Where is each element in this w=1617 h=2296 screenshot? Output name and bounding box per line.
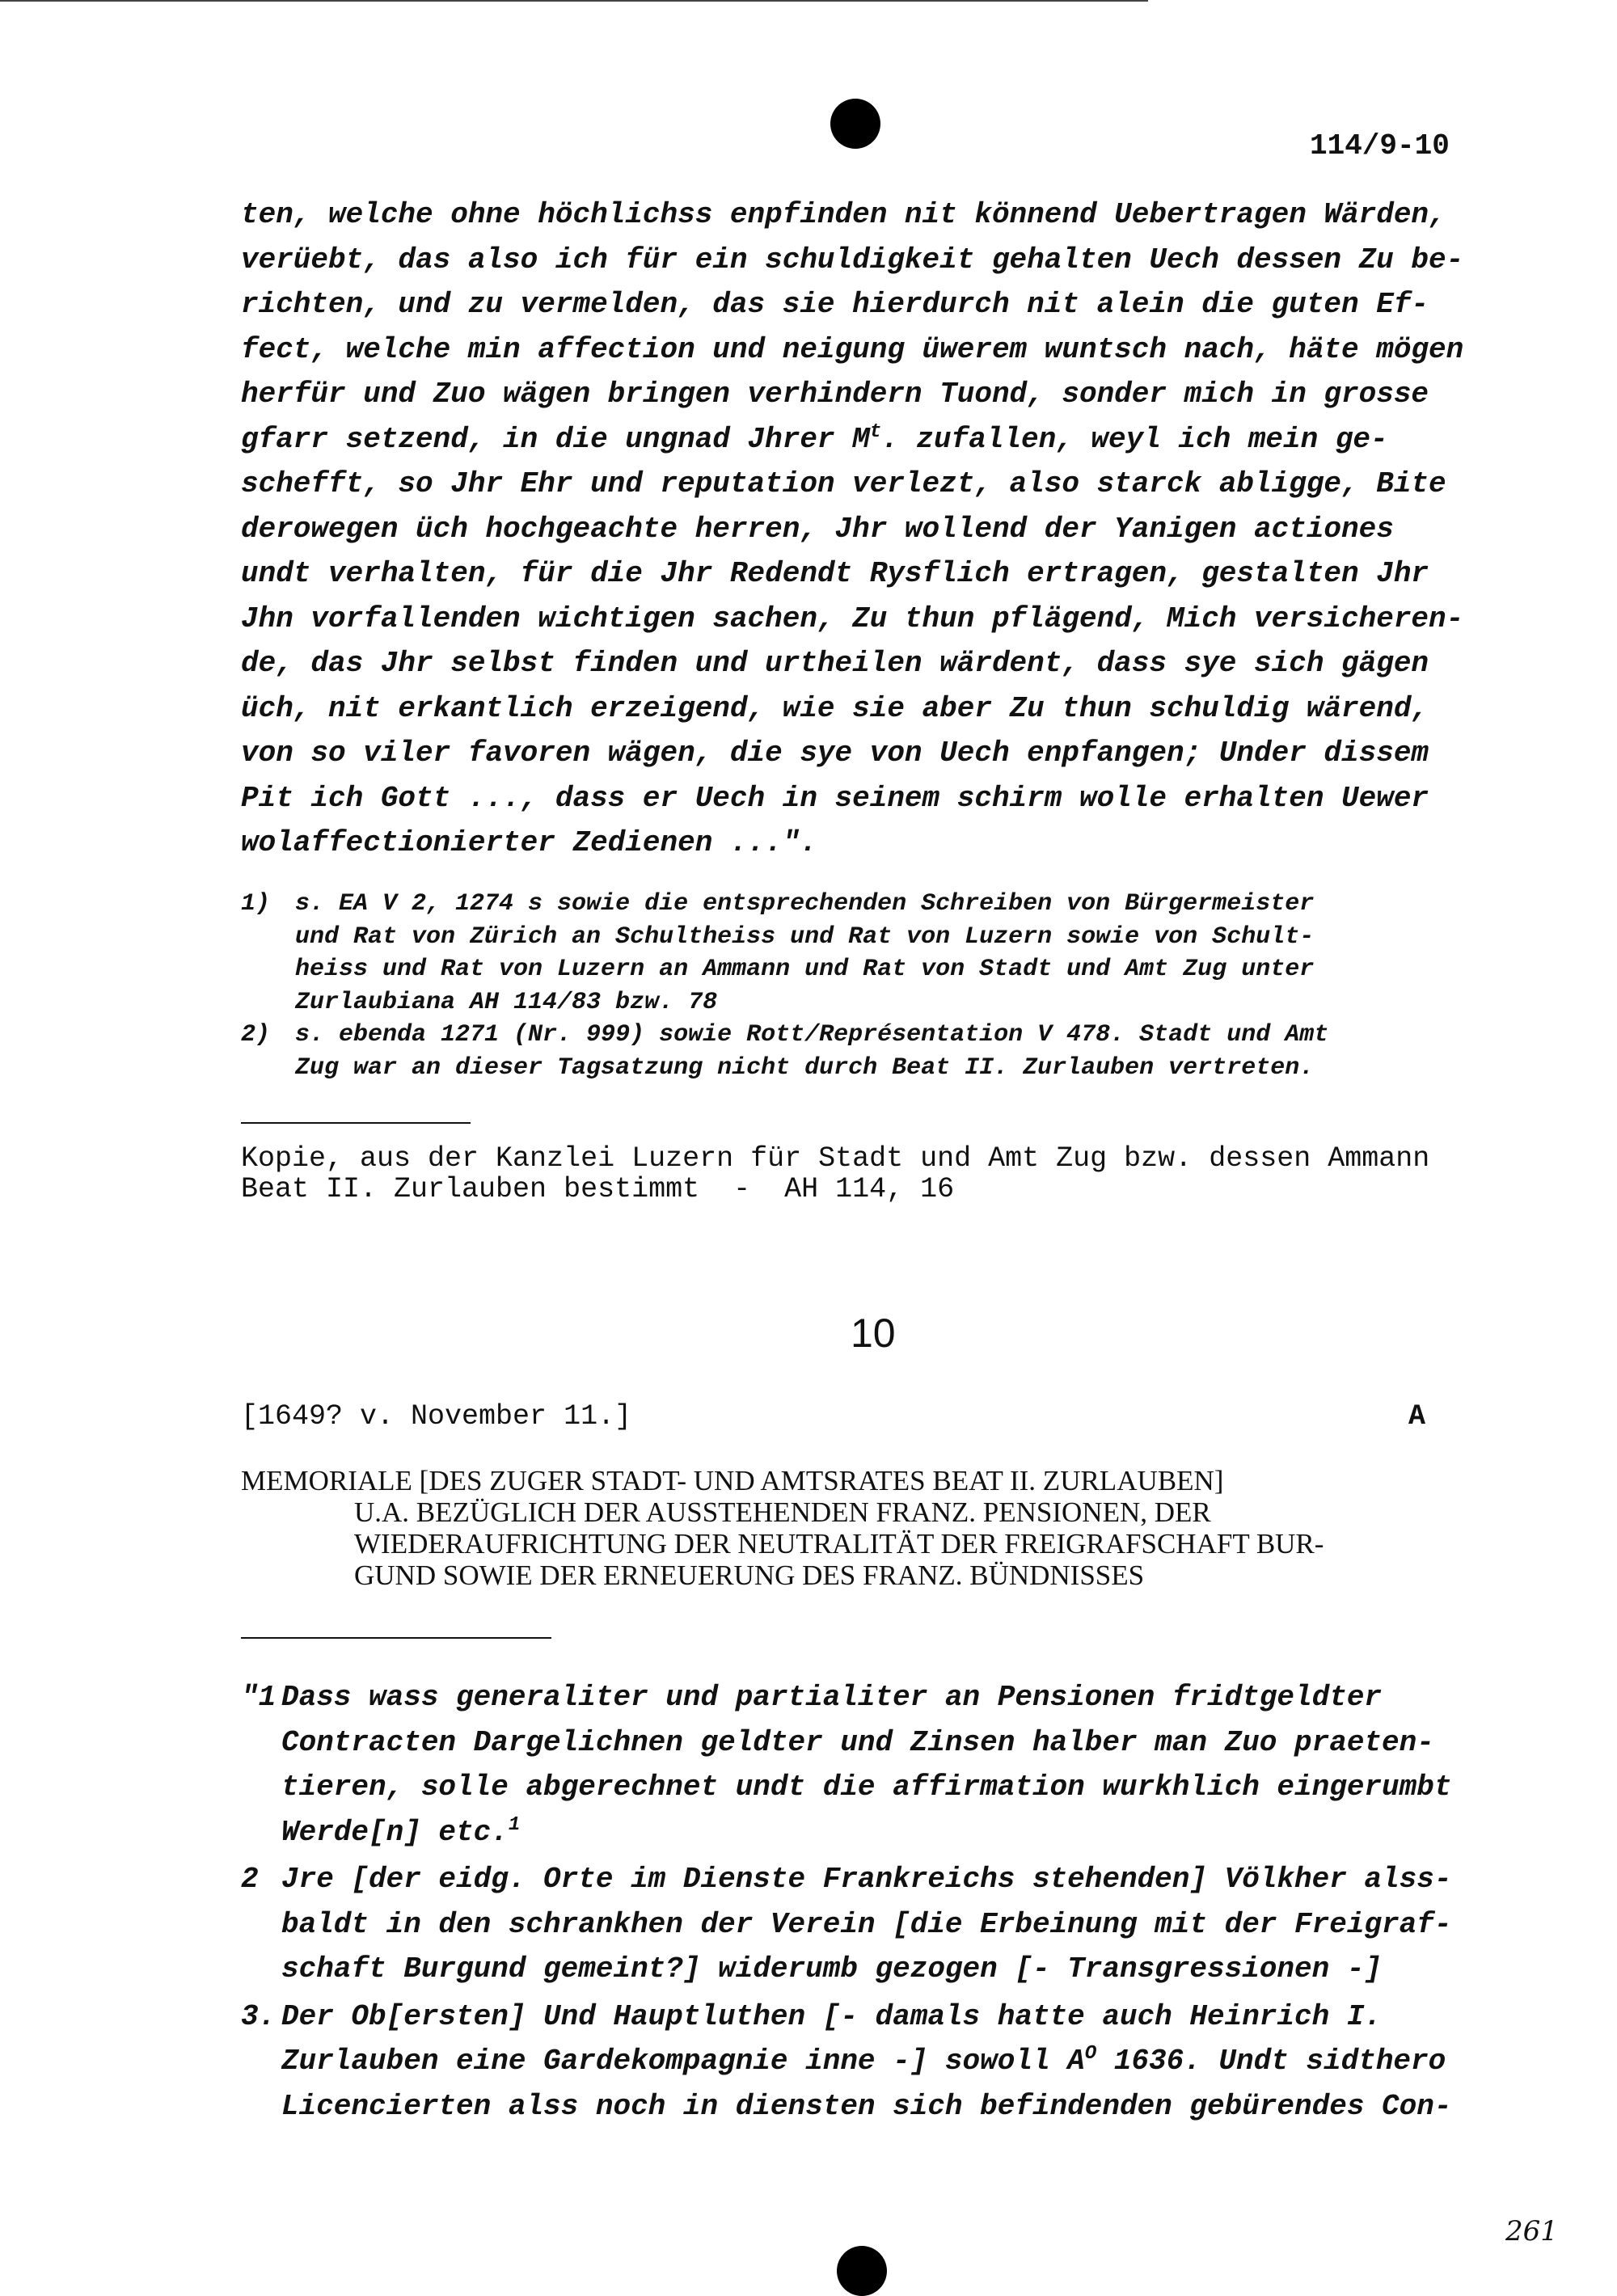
source-line: Beat II. Zurlauben bestimmt - AH 114, 16 <box>241 1173 955 1205</box>
body-line-part: . zufallen, weyl ich mein ge- <box>881 422 1388 456</box>
body-line <box>241 417 1470 462</box>
body-line: undt verhalten, für die Jhr Redendt Rysflich ertragen, gestalten Jhr <box>241 557 1429 590</box>
body-line: Jhn vorfallenden wichtigen sachen, Zu thun pflägend, Mich versicheren- <box>241 601 1464 635</box>
item-number: 3. <box>241 1999 277 2033</box>
item-number: "1 <box>241 1681 277 1714</box>
title-line: U.A. BEZÜGLICH DER AUSSTEHENDEN FRANZ. PENSIONEN, DER <box>354 1496 1211 1528</box>
body-line: üch, nit erkantlich erzeigend, wie sie aber Zu thun schuldig wärend, <box>241 691 1429 725</box>
footnote-line: s. ebenda 1271 (Nr. 999) sowie Rott/Représentation V 478. Stadt und Amt <box>295 1021 1329 1049</box>
item-line <box>281 2039 1470 2084</box>
body-line: ten, welche ohne höchlichss enpfinden nit könnend Uebertragen Wärden, <box>241 198 1446 231</box>
item-line-part: Zurlauben eine Gardekompagnie inne -] sowoll A <box>281 2045 1085 2078</box>
item-line: Dass wass generaliter und partialiter an Pensionen fridtgeldter <box>281 1681 1383 1714</box>
footnote-line: heiss und Rat von Luzern an Ammann und Rat von Stadt und Amt Zug unter <box>295 956 1315 983</box>
document-letter: A <box>1408 1400 1426 1433</box>
footnote <box>241 888 1470 1019</box>
handwritten-page-number: 261 <box>1505 2215 1558 2247</box>
item-line: baldt in den schrankhen der Verein [die Erbeinung mit der Freigraf- <box>281 1907 1452 1941</box>
body-line: fect, welche min affection und neigung üwerem wuntsch nach, häte mögen <box>241 332 1464 366</box>
item-line: Jre [der eidg. Orte im Dienste Frankreichs stehenden] Völkher alss- <box>281 1863 1452 1896</box>
body-line: richten, und zu vermelden, das sie hierdurch nit alein die guten Ef- <box>241 288 1429 321</box>
document-number: 10 <box>851 1310 896 1356</box>
item-line: Licencierten alss noch in diensten sich befindenden gebürendes Con- <box>281 2089 1452 2123</box>
footnote-line: Zug war an dieser Tagsatzung nicht durch Beat II. Zurlauben vertreten. <box>295 1053 1315 1082</box>
body-line: Pit ich Gott ..., dass er Uech in seinem schirm wolle erhalten Uewer <box>241 781 1429 815</box>
item-line: schaft Burgund gemeint?] widerumb gezogen [- Transgressionen -] <box>281 1952 1383 1986</box>
footnote-number: 2) <box>241 1021 271 1049</box>
archive-reference: 114/9-10 <box>1310 129 1450 162</box>
footnote-line: s. EA V 2, 1274 s sowie die entsprechenden Schreiben von Bürgermeister <box>295 890 1315 918</box>
body-line: derowegen üch hochgeachte herren, Jhr wollend der Yanigen actiones <box>241 512 1394 546</box>
separator-rule <box>241 1637 551 1639</box>
memo-item <box>241 1994 1470 2129</box>
source-line: Kopie, aus der Kanzlei Luzern für Stadt und Amt Zug bzw. dessen Ammann <box>241 1142 1430 1175</box>
title-line: GUND SOWIE DER ERNEUERUNG DES FRANZ. BÜNDNISSES <box>354 1560 1145 1591</box>
separator-rule <box>241 1122 471 1124</box>
body-line: von so viler favoren wägen, die sye von Uech enpfangen; Under dissem <box>241 736 1429 770</box>
footnote-ref: 1 <box>508 1813 521 1836</box>
footnotes <box>241 888 1470 1084</box>
footnote-line: Zurlaubiana AH 114/83 bzw. 78 <box>295 988 718 1016</box>
item-line: Contracten Dargelichnen geldter und Zinsen halber man Zuo praeten- <box>281 1725 1434 1759</box>
document-title <box>241 1465 1324 1591</box>
letter-body <box>241 192 1470 866</box>
punch-hole-bottom <box>837 2246 887 2296</box>
title-line: MEMORIALE [DES ZUGER STADT- UND AMTSRATES BEAT II. ZURLAUBEN] <box>241 1465 1224 1496</box>
body-line-part: gfarr setzend, in die ungnad Jhrer M <box>241 422 870 456</box>
item-line-part: 1636. Undt sidthero <box>1096 2045 1446 2078</box>
body-line: verüebt, das also ich für ein schuldigkeit gehalten Uech dessen Zu be- <box>241 243 1464 276</box>
top-edge-rule <box>0 0 1148 2</box>
memo-item <box>241 1675 1470 1855</box>
body-line: herfür und Zuo wägen bringen verhindern Tuond, sonder mich in grosse <box>241 378 1429 411</box>
source-note <box>241 1143 1429 1205</box>
body-line: schefft, so Jhr Ehr und reputation verlezt, also starck abligge, Bite <box>241 467 1446 500</box>
superscript: t <box>869 420 882 443</box>
footnote <box>241 1019 1470 1084</box>
body-line: de, das Jhr selbst finden und urtheilen wärdent, dass sye sich gägen <box>241 647 1429 680</box>
title-line: WIEDERAUFRICHTUNG DER NEUTRALITÄT DER FREIGRAFSCHAFT BUR- <box>354 1528 1324 1560</box>
item-line <box>281 1810 1470 1855</box>
memo-item <box>241 1857 1470 1992</box>
item-line: tieren, solle abgerechnet undt die affirmation wurkhlich eingerumbt <box>281 1771 1452 1804</box>
item-number: 2 <box>241 1863 259 1896</box>
superscript: O <box>1084 2043 1097 2065</box>
document-date: [1649? v. November 11.] <box>241 1400 632 1433</box>
footnote-line: und Rat von Zürich an Schultheiss und Rat von Luzern sowie von Schult- <box>295 922 1315 951</box>
body-line: wolaffectionierter Zedienen ...". <box>241 826 817 859</box>
footnote-number: 1) <box>241 890 271 918</box>
memoriale-items <box>241 1675 1470 2131</box>
punch-hole-top <box>830 99 880 149</box>
item-line: Der Ob[ersten] Und Hauptluthen [- damals hatte auch Heinrich I. <box>281 1999 1383 2033</box>
item-line-part: Werde[n] etc. <box>281 1815 509 1849</box>
